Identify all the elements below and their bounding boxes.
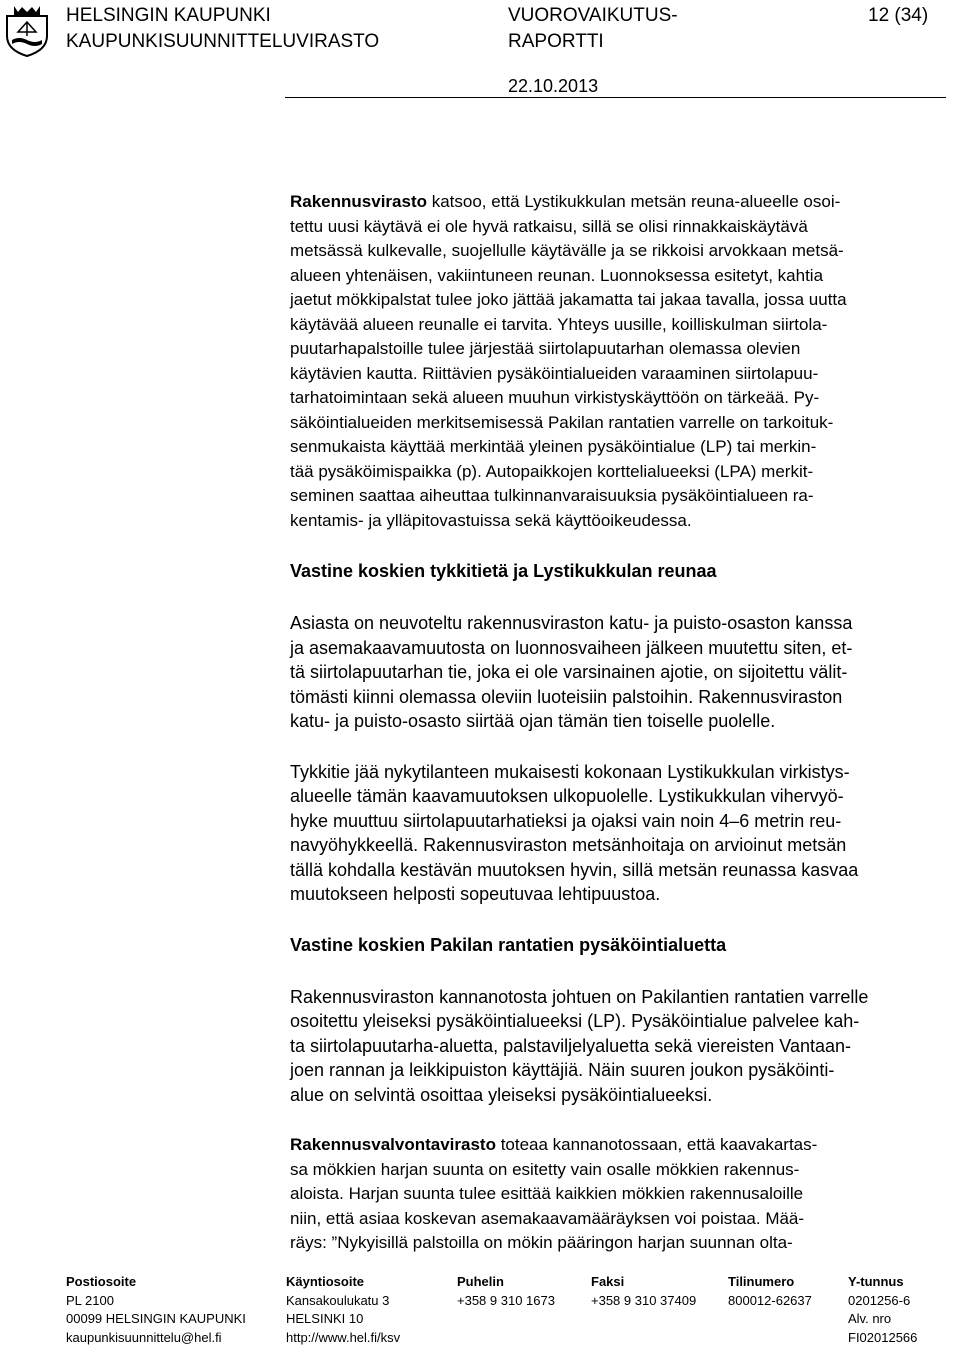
footer-visiting-address (286, 1273, 400, 1347)
header-org-line2: KAUPUNKISUUNNITTELUVIRASTO (66, 29, 379, 55)
paragraph-line: senmukaista käyttää merkintää yleinen pysäköintialue (LP) tai merkin- (290, 435, 950, 460)
paragraph-line: alueen yhtenäisen, vakiintuneen reunan. Luonnoksessa esitetyt, kahtia (290, 264, 950, 289)
paragraph-line: kentamis- ja ylläpitovastuissa sekä käyttöoikeudessa. (290, 509, 950, 534)
paragraph-line: käytävien kautta. Riittävien pysäköintialueiden varaaminen siirtolapuu- (290, 362, 950, 387)
header-org-line1: HELSINGIN KAUPUNKI (66, 3, 379, 29)
footer-fax (591, 1273, 696, 1310)
paragraph-line: jaetut mökkipalstat tulee joko jättää jakamatta tai jakaa tavalla, jossa uutta (290, 288, 950, 313)
paragraph-line: navyöhykkeellä. Rakennusviraston metsänhoitaja on arvioinut metsän (290, 833, 950, 858)
paragraph-line: ja asemakaavamuutosta on luonnosvaiheen jälkeen muutettu siten, et- (290, 636, 950, 661)
paragraph-vastine-tykkitie-1 (290, 611, 950, 734)
paragraph-line: osoitettu yleiseksi pysäköintialueeksi (LP). Pysäköintialue palvelee kah- (290, 1009, 950, 1034)
footer-business-id (848, 1273, 917, 1347)
paragraph-line: alue on selvintä osoittaa yleiseksi pysäköintialueeksi. (290, 1083, 950, 1108)
footer-heading: Y-tunnus (848, 1273, 917, 1292)
paragraph-line: tä siirtolapuutarhan tie, joka ei ole varsinainen ajotie, on sijoitettu välit- (290, 660, 950, 685)
paragraph-line: sa mökkien harjan suunta on esitetty vain osalle mökkien rakennus- (290, 1158, 950, 1183)
paragraph-line: hyke muuttuu siirtolapuutarhatieksi ja ojaksi vain noin 4–6 metrin reu- (290, 809, 950, 834)
paragraph-line: räys: ”Nykyisillä palstoilla on mökin pääringon harjan suunnan olta- (290, 1231, 950, 1256)
paragraph-line: katu- ja puisto-osasto siirtää ojan tämän tien toiselle puolelle. (290, 709, 950, 734)
paragraph-line: käytävää alueen reunalle ei tarvita. Yhteys uusille, koilliskulman siirtola- (290, 313, 950, 338)
paragraph-line: niin, että asiaa koskevan asemakaavamääräyksen voi poistaa. Mää- (290, 1207, 950, 1232)
footer-value: 800012-62637 (728, 1292, 812, 1311)
footer-value: +358 9 310 1673 (457, 1292, 555, 1311)
bold-lead: Rakennusvalvontavirasto (290, 1135, 496, 1154)
paragraph-line: säköintialueiden merkitsemisessä Pakilan rantatien varrelle on tarkoituk- (290, 411, 950, 436)
helsinki-crest-icon (4, 2, 50, 58)
paragraph-line: joen rannan ja leikkipuiston käyttäjiä. Näin suuren joukon pysäköinti- (290, 1058, 950, 1083)
paragraph-line: alueelle tämän kaavamuutoksen ulkopuolelle. Lystikukkulan vihervyö- (290, 784, 950, 809)
document-body (290, 190, 950, 1282)
paragraph-line: Asiasta on neuvoteltu rakennusviraston katu- ja puisto-osaston kanssa (290, 611, 950, 636)
paragraph-line: tää pysäköimispaikka (p). Autopaikkojen korttelialueeksi (LPA) merkit- (290, 460, 950, 485)
footer-heading: Tilinumero (728, 1273, 812, 1292)
paragraph-line: puutarhapalstoille tulee järjestää siirtolapuutarhan olemassa olevien (290, 337, 950, 362)
header-divider (285, 97, 946, 98)
paragraph-vastine-pysakointi (290, 985, 950, 1108)
paragraph-line: muutokseen helposti sopeutuvaa lehtipuustoa. (290, 882, 950, 907)
paragraph-line: metsässä kulkevalle, suojellulle käytävälle ja se rikkoisi arvokkaan metsä- (290, 239, 950, 264)
paragraph-line: Tykkitie jää nykytilanteen mukaisesti kokonaan Lystikukkulan virkistys- (290, 760, 950, 785)
paragraph-rakennusvirasto (290, 190, 950, 533)
bold-lead: Rakennusvirasto (290, 192, 427, 211)
footer-heading: Puhelin (457, 1273, 555, 1292)
footer-email-link[interactable]: kaupunkisuunnittelu@hel.fi (66, 1329, 246, 1347)
footer-account-number (728, 1273, 812, 1310)
paragraph-line: Rakennusvalvontavirasto toteaa kannanotossaan, että kaavakartas- (290, 1133, 950, 1158)
section-heading: Vastine koskien Pakilan rantatien pysäköintialuetta (290, 933, 950, 957)
paragraph-line: Rakennusviraston kannanotosta johtuen on Pakilantien rantatien varrelle (290, 985, 950, 1010)
footer-value: Kansakoulukatu 3 (286, 1292, 400, 1311)
paragraph-line: Rakennusvirasto katsoo, että Lystikukkulan metsän reuna-alueelle osoi- (290, 190, 950, 215)
footer-value: 00099 HELSINGIN KAUPUNKI (66, 1310, 246, 1329)
page-number: 12 (34) (868, 3, 928, 29)
document-date: 22.10.2013 (508, 74, 598, 98)
footer-heading: Käyntiosoite (286, 1273, 400, 1292)
footer-value: +358 9 310 37409 (591, 1292, 696, 1311)
paragraph-line: tarhatoimintaan sekä alueen muuhun virkistyskäyttöön on tärkeää. Py- (290, 386, 950, 411)
footer-postal-address (66, 1273, 246, 1347)
header-document-type (508, 3, 678, 55)
footer-phone (457, 1273, 555, 1310)
paragraph-line: ta siirtolapuutarha-aluetta, palstaviljelyaluetta sekä viereisten Vantaan- (290, 1034, 950, 1059)
footer-value: PL 2100 (66, 1292, 246, 1311)
paragraph-line: tettu uusi käytävä ei ole hyvä ratkaisu, sillä se olisi rinnakkaiskäytävä (290, 215, 950, 240)
footer-value: Alv. nro (848, 1310, 917, 1329)
footer-value: FI02012566 (848, 1329, 917, 1347)
paragraph-line: tällä kohdalla kestävän muutoksen hyvin, sillä metsän reunassa kasvaa (290, 858, 950, 883)
paragraph-line: aloista. Harjan suunta tulee esittää kaikkien mökkien rakennusaloille (290, 1182, 950, 1207)
footer-value: HELSINKI 10 (286, 1310, 400, 1329)
header-doc-line1: VUOROVAIKUTUS- (508, 3, 678, 29)
footer-heading: Faksi (591, 1273, 696, 1292)
section-heading: Vastine koskien tykkitietä ja Lystikukkulan reunaa (290, 559, 950, 583)
paragraph-rakennusvalvontavirasto (290, 1133, 950, 1256)
header-doc-line2: RAPORTTI (508, 29, 678, 55)
header-organization (66, 3, 379, 55)
paragraph-line: tömästi kiinni olemassa oleviin luoteisiin palstoihin. Rakennusviraston (290, 685, 950, 710)
paragraph-line: seminen saattaa aiheuttaa tulkinnanvaraisuuksia pysäköintialueen ra- (290, 484, 950, 509)
paragraph-vastine-tykkitie-2 (290, 760, 950, 907)
footer-website-link[interactable]: http://www.hel.fi/ksv (286, 1329, 400, 1347)
footer-heading: Postiosoite (66, 1273, 246, 1292)
footer-value: 0201256-6 (848, 1292, 917, 1311)
